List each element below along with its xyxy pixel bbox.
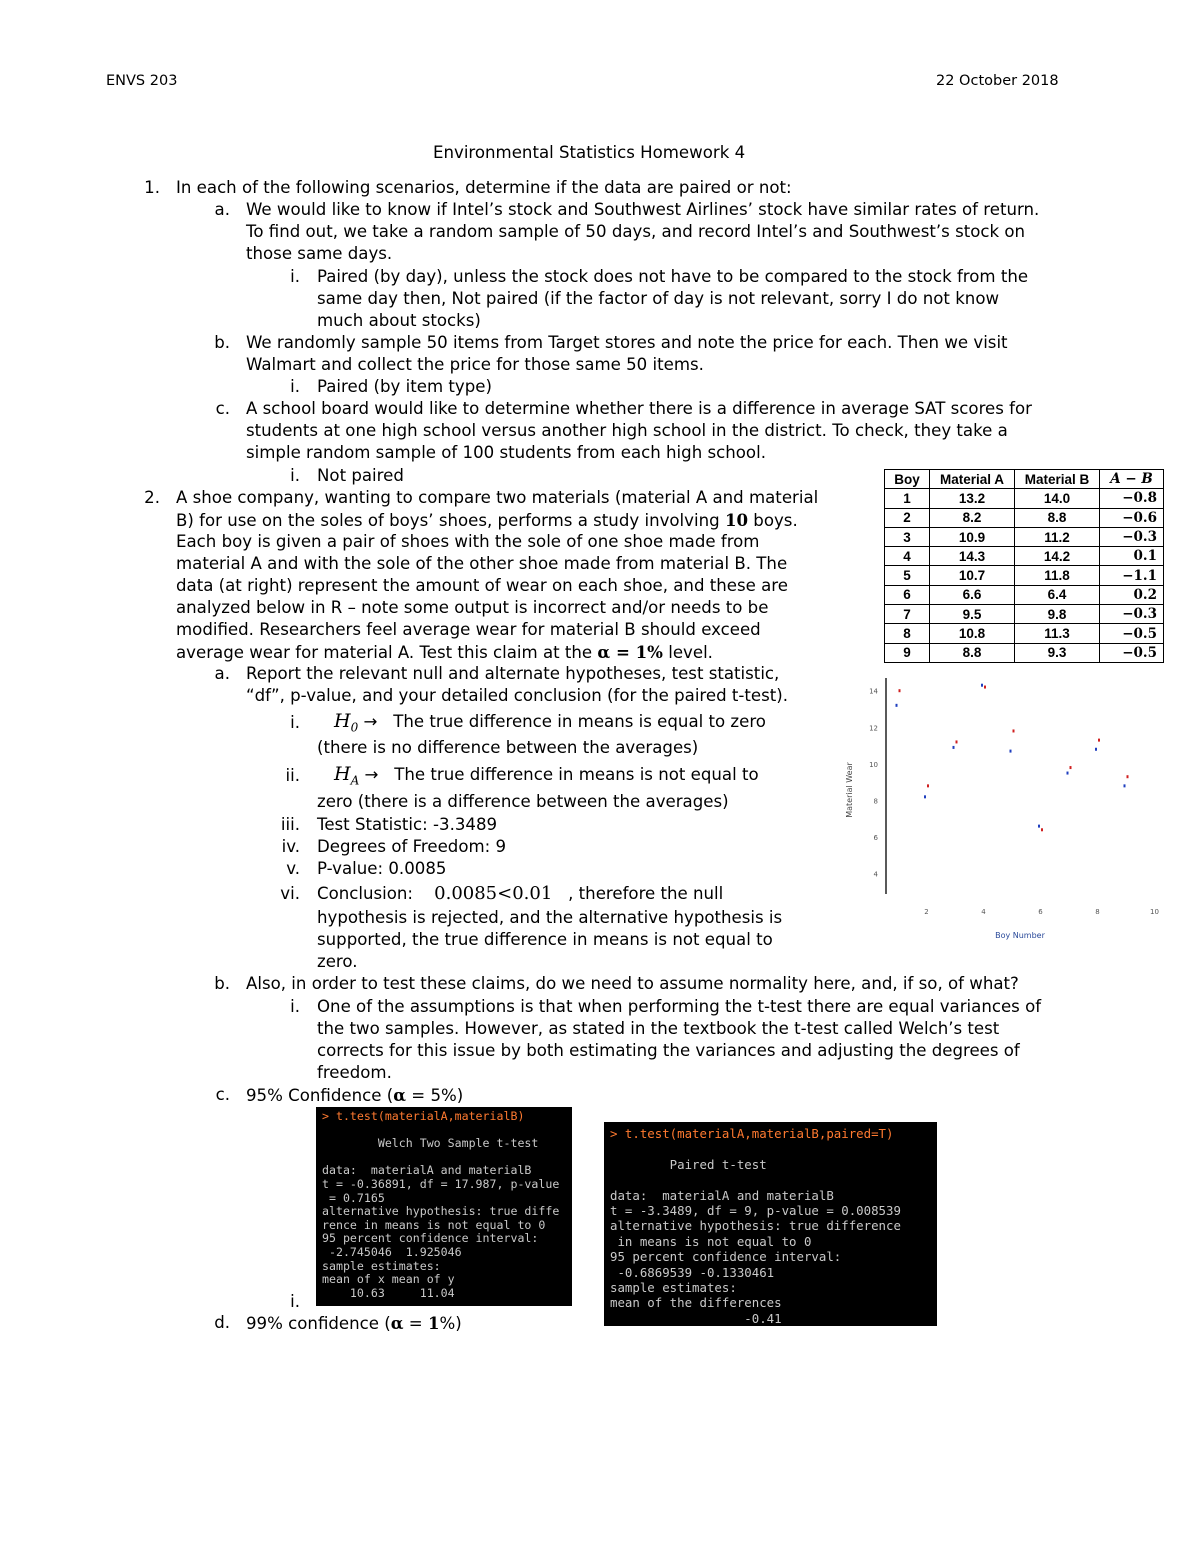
q1b-answer: Paired (by item type) [317, 377, 492, 396]
console-command: > t.test(materialA,materialB,paired=T) [610, 1126, 894, 1141]
table-cell: −0.6 [1100, 508, 1164, 527]
table-cell: −0.5 [1100, 624, 1164, 643]
q2d-eq: = [403, 1314, 428, 1333]
console-output-line: mean of the differences [610, 1295, 782, 1311]
q2b-answer-line: freedom. [317, 1063, 392, 1082]
table-cell: 9.3 [1015, 643, 1100, 662]
material-b-point [927, 784, 929, 787]
y-tick-label: 4 [873, 870, 878, 879]
x-tick-label: 10 [1150, 908, 1159, 916]
table-cell: 9 [885, 643, 930, 662]
column-header: A − B [1100, 470, 1164, 489]
q2c-pre: 95% Confidence ( [246, 1086, 394, 1105]
table-cell: −0.5 [1100, 643, 1164, 662]
q2-line: average wear for material A. Test this claim at the [176, 643, 593, 662]
q2d-pre: 99% confidence ( [246, 1314, 391, 1333]
q1a-answer-line: Paired (by day), unless the stock does not have to be compared to the stock from the [317, 267, 1029, 286]
conclusion-math: 0.0085<0.01 [434, 883, 553, 904]
q2-line: analyzed below in R – note some output is incorrect and/or needs to be [176, 598, 769, 617]
q2b-text: Also, in order to test these claims, do we need to assume normality here, and, if so, of what? [246, 974, 1019, 993]
x-tick-labels [924, 908, 1159, 916]
alt-text-cont: zero (there is a difference between the averages) [317, 792, 729, 811]
r-console-paired-output [604, 1122, 937, 1326]
q2-line: material A and with the sole of the other shoe made from material B. The [176, 554, 788, 573]
console-output-line: t = -0.36891, df = 17.987, p-value [322, 1177, 560, 1191]
h-symbol: H [334, 763, 351, 785]
table-cell: 4 [885, 547, 930, 566]
alt-hypothesis [334, 763, 759, 791]
q2-line: modified. Researchers feel average wear for material B should exceed [176, 620, 761, 639]
h-subscript: A [350, 773, 360, 788]
q2b-answer-line: One of the assumptions is that when performing the t-test there are equal variances of [317, 997, 1042, 1016]
q2d-text [246, 1312, 462, 1335]
table-row [885, 643, 1164, 662]
q2a-ii-label: ii. [285, 766, 300, 785]
console-output-line: -2.745046 1.925046 [322, 1245, 462, 1259]
table-cell: 5 [885, 566, 930, 585]
q2-line: Each boy is given a pair of shoes with the sole of one shoe made from [176, 532, 760, 551]
console-output-line: Paired t-test [610, 1156, 767, 1172]
material-b-point [1127, 775, 1129, 778]
q2a-vi-label: vi. [280, 884, 300, 903]
material-a-point [1095, 748, 1097, 751]
table-cell: 0.2 [1100, 585, 1164, 604]
q2a-iii-label: iii. [280, 815, 300, 834]
q2-line: B) for use on the soles of boys’ shoes, performs a study involving [176, 511, 720, 530]
table-cell: 8.8 [930, 643, 1015, 662]
p-value: P-value: 0.0085 [317, 859, 447, 878]
table-cell: 10.8 [930, 624, 1015, 643]
x-tick-label: 2 [924, 908, 929, 916]
degrees-of-freedom: Degrees of Freedom: 9 [317, 837, 507, 856]
console-output-line: data: materialA and materialB [610, 1187, 834, 1203]
console-output-line: Welch Two Sample t-test [322, 1136, 539, 1151]
table-cell: −0.3 [1100, 605, 1164, 624]
null-text: The true difference in means is equal to zero [393, 712, 766, 731]
table-cell: 6.4 [1015, 585, 1100, 604]
h-symbol: H [334, 710, 351, 732]
material-b-point [984, 686, 986, 689]
conclusion-label: Conclusion: [317, 884, 414, 903]
y-axis-label: Material Wear [845, 762, 854, 818]
table-row [885, 566, 1164, 585]
material-a-point [1067, 772, 1069, 775]
q1b-line: We randomly sample 50 items from Target stores and note the price for each. Then we visit [246, 333, 1008, 352]
y-tick-label: 10 [869, 760, 878, 769]
column-header: Material B [1015, 470, 1100, 489]
x-tick-label: 4 [981, 908, 986, 916]
q1a-answer-line: same day then, Not paired (if the factor of day is not relevant, sorry I do not know [317, 289, 1000, 308]
plot-points [896, 684, 1129, 832]
material-a-point [924, 795, 926, 798]
table-row [885, 527, 1164, 546]
material-a-point [981, 684, 983, 687]
table-header-row [885, 470, 1164, 489]
conclusion-text: , therefore the null [568, 884, 724, 903]
q1b-label: b. [214, 333, 230, 352]
console-output-line: mean of x mean of y [322, 1272, 455, 1287]
r-console-welch-output [316, 1107, 572, 1306]
q1c-label: c. [215, 399, 230, 418]
y-tick-label: 14 [869, 687, 878, 696]
x-axis-label: Boy Number [995, 931, 1045, 940]
table-row [885, 605, 1164, 624]
table-cell: −1.1 [1100, 566, 1164, 585]
q2a-iv-label: iv. [281, 837, 300, 856]
column-header: Material A [930, 470, 1015, 489]
table-cell: 2 [885, 508, 930, 527]
alpha-level: α = 1% [597, 642, 663, 662]
q2b-label: b. [214, 974, 230, 993]
q2-line-with-count [176, 509, 798, 532]
material-a-point [1010, 750, 1012, 753]
q2b-i-label: i. [290, 997, 300, 1016]
table-body [885, 489, 1164, 663]
q2a-line: Report the relevant null and alternate hypotheses, test statistic, [246, 664, 780, 683]
console-output-line: alternative hypothesis: true difference [610, 1218, 901, 1234]
table-cell: −0.8 [1100, 489, 1164, 508]
table-cell: 9.8 [1015, 605, 1100, 624]
arrow: → [364, 765, 379, 784]
q2c-label: c. [215, 1085, 230, 1104]
table-cell: 8.8 [1015, 508, 1100, 527]
table-cell: 3 [885, 527, 930, 546]
table-cell: 8.2 [930, 508, 1015, 527]
h-subscript: 0 [350, 720, 359, 735]
q2-line: data (at right) represent the amount of wear on each shoe, and these are [176, 576, 788, 595]
table-cell: 11.8 [1015, 566, 1100, 585]
q1a-line: those same days. [246, 244, 393, 263]
table-cell: 8 [885, 624, 930, 643]
console-output-line: sample estimates: [322, 1258, 441, 1273]
console-output-line: -0.41 [610, 1310, 782, 1326]
arrow: → [363, 712, 378, 731]
wear-scatter-plot [840, 670, 1170, 950]
conclusion-line: hypothesis is rejected, and the alternative hypothesis is [317, 908, 783, 927]
table-cell: 6 [885, 585, 930, 604]
console-output-line: in means is not equal to 0 [610, 1233, 812, 1249]
q1a-label: a. [214, 200, 230, 219]
console-output-line: -0.6869539 -0.1330461 [610, 1264, 775, 1280]
table-cell: 10.7 [930, 566, 1015, 585]
q1-number: 1. [144, 178, 160, 197]
console-output-line: sample estimates: [610, 1280, 737, 1295]
material-b-point [956, 740, 958, 743]
q2c-text [246, 1084, 463, 1107]
conclusion-line: zero. [317, 952, 358, 971]
alpha-symbol: α [390, 1313, 404, 1333]
x-tick-label: 6 [1038, 908, 1043, 916]
table-cell: 6.6 [930, 585, 1015, 604]
console-output-line: 10.63 11.04 [322, 1285, 455, 1300]
table-row [885, 547, 1164, 566]
q2b-answer-line: corrects for this issue by both estimating the variances and adjusting the degrees of [317, 1041, 1020, 1060]
q1a-i-label: i. [290, 267, 300, 286]
q2a-label: a. [214, 664, 230, 683]
console-output-line: alternative hypothesis: true diffe [322, 1204, 560, 1219]
q2-line: A shoe company, wanting to compare two materials (material A and material [176, 488, 819, 507]
console-output-line: rence in means is not equal to 0 [322, 1217, 546, 1232]
q2c-post: = 5%) [406, 1086, 464, 1105]
q1a-line: To find out, we take a random sample of 50 days, and record Intel’s and Southwest’s stock on [246, 222, 1026, 241]
q2d-label: d. [214, 1313, 230, 1332]
table-cell: 14.2 [1015, 547, 1100, 566]
table-cell: −0.3 [1100, 527, 1164, 546]
q2-boys-word: boys. [748, 511, 798, 530]
header-course: ENVS 203 [106, 73, 178, 89]
table-cell: 11.2 [1015, 527, 1100, 546]
table-cell: 9.5 [930, 605, 1015, 624]
table-cell: 13.2 [930, 489, 1015, 508]
q1a-line: We would like to know if Intel’s stock and Southwest Airlines’ stock have similar rates of return. [246, 200, 1040, 219]
table-cell: 14.3 [930, 547, 1015, 566]
q1b-line: Walmart and collect the price for those same 50 items. [246, 355, 704, 374]
table-cell: 11.3 [1015, 624, 1100, 643]
console-command: > t.test(materialA,materialB) [322, 1109, 525, 1123]
y-tick-label: 8 [873, 797, 878, 806]
y-tick-label: 12 [869, 724, 878, 733]
column-header: Boy [885, 470, 930, 489]
q1c-answer: Not paired [317, 466, 404, 485]
table-row [885, 624, 1164, 643]
console-output-line: 95 percent confidence interval: [610, 1249, 842, 1265]
alt-text: The true difference in means is not equal to [394, 765, 759, 784]
test-statistic: Test Statistic: -3.3489 [317, 815, 498, 834]
x-tick-label: 8 [1095, 908, 1100, 916]
null-text-cont: (there is no difference between the averages) [317, 738, 699, 757]
console-output-line: data: materialA and materialB [322, 1163, 532, 1178]
q1c-line: A school board would like to determine whether there is a difference in average SAT scores for [246, 399, 1032, 418]
conclusion-line [317, 883, 723, 905]
table-cell: 7 [885, 605, 930, 624]
q2-level-word: level. [662, 643, 713, 662]
material-b-point [1098, 739, 1100, 742]
table-cell: 0.1 [1100, 547, 1164, 566]
q2a-line: “df”, p-value, and your detailed conclusion (for the paired t-test). [246, 686, 789, 705]
q2d-val: 1 [427, 1313, 440, 1333]
page-title: Environmental Statistics Homework 4 [433, 143, 746, 162]
material-b-point [1041, 828, 1043, 831]
wear-data-table [884, 469, 1164, 663]
boy-count: 10 [724, 510, 749, 530]
q1a-answer-line: much about stocks) [317, 311, 481, 330]
alpha-symbol: α [393, 1085, 406, 1105]
console-output-line: t = -3.3489, df = 9, p-value = 0.008539 [610, 1203, 901, 1218]
material-b-point [1070, 766, 1072, 769]
q2-number: 2. [144, 488, 160, 507]
q1c-line: students at one high school versus another high school in the district. To check, they take a [246, 421, 1008, 440]
table-cell: 1 [885, 489, 930, 508]
material-b-point [899, 689, 901, 692]
table-cell: 10.9 [930, 527, 1015, 546]
material-a-point [1038, 825, 1040, 828]
y-tick-labels [869, 688, 878, 879]
q2a-i-label: i. [290, 713, 300, 732]
material-a-point [953, 746, 955, 749]
q2b-answer-line: the two samples. However, as stated in the textbook the t-test called Welch’s test [317, 1019, 1000, 1038]
conclusion-line: supported, the true difference in means is not equal to [317, 930, 773, 949]
q2a-v-label: v. [286, 859, 300, 878]
q1b-i-label: i. [290, 377, 300, 396]
material-a-point [1124, 784, 1126, 787]
table-row [885, 489, 1164, 508]
material-b-point [1013, 729, 1015, 732]
console-output-line: = 0.7165 [322, 1190, 385, 1205]
table-row [885, 585, 1164, 604]
header-date: 22 October 2018 [936, 73, 1059, 89]
q2d-post: %) [439, 1314, 462, 1333]
q1c-line: simple random sample of 100 students from each high school. [246, 443, 766, 462]
table-row [885, 508, 1164, 527]
q2-line-alpha [176, 641, 713, 664]
material-a-point [896, 704, 898, 707]
q1-prompt: In each of the following scenarios, determine if the data are paired or not: [176, 178, 792, 197]
q2c-i-label: i. [290, 1292, 300, 1311]
console-output-line: 95 percent confidence interval: [322, 1231, 539, 1246]
null-hypothesis [334, 710, 766, 738]
q1c-i-label: i. [290, 466, 300, 485]
y-tick-label: 6 [873, 834, 878, 843]
table-cell: 14.0 [1015, 489, 1100, 508]
